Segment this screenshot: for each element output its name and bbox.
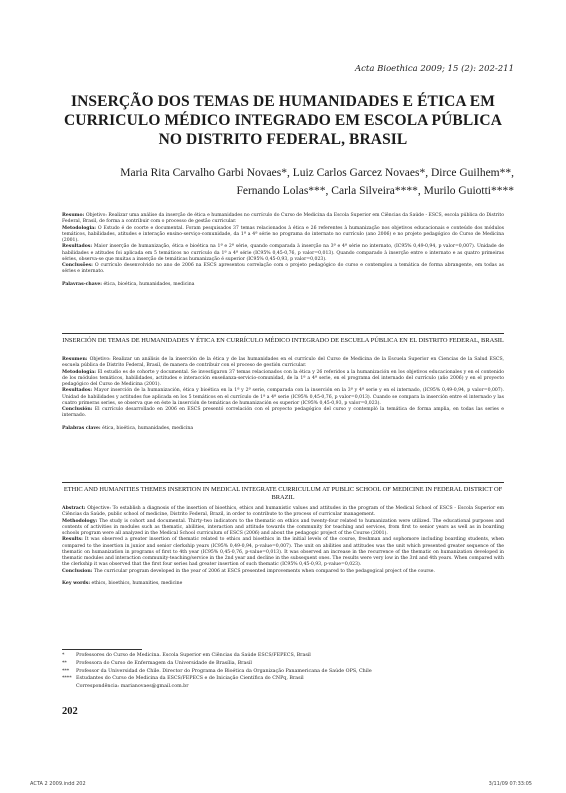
palabras-clave-text: ética, bioética, humanidades, medicina <box>102 425 194 431</box>
english-title: ETHIC AND HUMANITIES THEMES INSERTION IN MEDICAL INTEGRATE CURRICULUM AT PUBLIC SCHOOL OF MEDICINE IN FEDERAL DISTRICT OF BRAZIL <box>63 486 503 502</box>
palabras-clave-label: Palabras clave: <box>62 425 101 431</box>
footnote-mark: ** <box>62 660 67 666</box>
resumo-label: Resumo: <box>62 213 85 218</box>
footnote-text: Professores do Curso de Medicina. Escola Superior em Ciências da Saúde ESCS/FEPECS, Brasil <box>76 653 311 658</box>
footnote-mark: **** <box>62 676 72 682</box>
abstract-english <box>62 506 504 587</box>
conclusion-es-label: Conclusión: <box>62 407 93 413</box>
resultados-es-text: Mayor inserción de la humanización, ética y bioética en la 1ª y 2ª serie, comparada con la inserción en la 3ª y 4ª serie y en el internado, (IC95% 0,49-0,94, p valor=0,007). Unidad de habilidades y actitudes fue aplicada en los 5 temáticos en el currículo de 1ª a 4ª serie (IC95% 0,45-0,76, p valor=0,013). Cuando se compara la inserción entre el internado y las cuatro primeras series, se observa que en éste la inserción de temáticas de humanización es superior (IC95% 0,45-0,93, p valor=0,023). <box>62 388 504 406</box>
section-divider <box>62 482 504 483</box>
printer-timestamp: 3/11/09 07:33:05 <box>488 781 532 787</box>
footnote-item <box>62 668 504 676</box>
footnote-mark: * <box>62 653 65 658</box>
resultados-label: Resultados: <box>62 244 93 250</box>
conclusao-label: Conclusões: <box>62 263 93 269</box>
abstract-label: Abstract: <box>62 506 86 511</box>
abstract-portuguese <box>62 213 504 288</box>
metodologia-es-text: El estudio es de cohorte y documental. Se investigaron 37 temas relacionados con la ética y 26 referidos a la humanización en los objetivos educacionales y en el contenido de los módulos temáticos, habilidades, actitudes e interacción enseñanza-servicio-comunidad, de la 1ª a 4ª serie, en el programa del internado del currículo (año 2006) y en el proyecto pedagógico del Curso de Medicina (2001). <box>62 369 504 387</box>
metodologia-label: Metodologia: <box>62 225 96 231</box>
abstract-text: Objective: To establish a diagnosis of the insertion of bioethics, ethics and humanistic values and attitudes in the program of the Medical School of ESCS - Escola Superior em Ciências da Saúde, public school of medicine, Distrito Federal, Brazil, in order to contribute to the process of curricular management. <box>62 506 504 518</box>
footnote-text: Professora do Curso de Enfermagem da Universidade de Brasília, Brasil <box>76 660 252 666</box>
palavras-chave-text: ética, bioética, humanidades, medicina <box>103 281 195 287</box>
resumo-text: Objetivo: Realizar uma análise da inserção de ética e humanidades no currículo do Curso de Medicina da Escola Superior em Ciências da Saúde - ESCS, escola pública do Distrito Federal, Brasil, de forma a contribuir com o processo de gestão curricular. <box>62 213 505 225</box>
resultados-text: Maior inserção de humanização, ética e bioética na 1ª e 2ª série, quando comparada à inserção na 3ª e 4ª série no internato, (IC95% 0,49-0,94, p valor=0,007). Unidade de habilidades e atitudes foi aplicada em 5 temáticos no currículo da 1ª a 4ª série (IC95% 0,45-0,76, p valor=0,013). Quando comparado à inserção entre o internato e as quatro primeiras séries, observa-se que muitas a inserção de temáticas humanização é superior (IC95% 0,45-0,93, p valor=0,023). <box>62 244 504 262</box>
author-line-2: Fernando Lolas***, Carla Silveira****, Murilo Guiotti**** <box>236 185 514 197</box>
footnote-text: Professor da Universidad de Chile. Director do Programa de Bioética da Organização Panamericana de Saúde OPS, Chile <box>76 668 372 674</box>
footnote-divider <box>62 649 142 650</box>
footnote-mark: *** <box>62 668 70 674</box>
printer-file-mark: ACTA 2 2009.indd 202 <box>30 781 86 787</box>
section-divider <box>62 333 504 334</box>
methodology-text: The study is cohort and documental. Thirty-two indicators to the thematic on ethics and twenty-four related to humanization were utilized. The educational purposes and contents of activities in modules such as thematic, abilities, interaction and attitude towards the community for teaching and services, from first to senior years as well as in boarding schools program were all analyzed in the Medical School curriculum of ESCS (2006) and about the pedagogic project of the Course (2001). <box>62 518 504 536</box>
resumen-label: Resumen: <box>62 357 88 362</box>
article-title: INSERÇÃO DOS TEMAS DE HUMANIDADES E ÉTICA EM CURRICULO MÉDICO INTEGRADO EM ESCOLA PÚBLICA NO DISTRITO FEDERAL, BRASIL <box>63 93 502 148</box>
spanish-title: INSERCIÓN DE TEMAS DE HUMANIDADES Y ÉTICA EN CURRÍCULO MÉDICO INTEGRADO DE ESCUELA PÚBLICA EN EL DISTRITO FEDERAL, BRASIL <box>62 337 504 344</box>
palavras-chave-label: Palavras-chave: <box>62 281 102 287</box>
footnote-mark <box>62 683 76 691</box>
page-number: 202 <box>62 706 78 717</box>
conclusion-text: The curricular program developed in the year of 2006 at ESCS presented improvements when compared to the pedagogical project of the course. <box>93 568 435 574</box>
conclusion-es-text: El currículo desarrollado en 2006 en ESCS presentó correlación con el proyecto pedagógico del curso y contempló la temática de forma amplia, en todas las series e internado. <box>62 407 504 419</box>
footnote-text: Estudantes do Curso de Medicina da ESCS/FEPECS e de Iniciação Científica do CNPq, Brasil <box>76 676 304 682</box>
resultados-es-label: Resultados: <box>62 388 93 394</box>
footnotes <box>62 652 504 691</box>
methodology-label: Methodology: <box>62 518 98 524</box>
keywords-label: Key words: <box>62 580 91 586</box>
footnote-item <box>62 675 504 683</box>
author-line-1: Maria Rita Carvalho Garbi Novaes*, Luiz Carlos Garcez Novaes*, Dirce Guilhem**, <box>120 167 514 179</box>
correspondence <box>62 683 504 691</box>
conclusao-text: O currículo desenvolvido no ano de 2006 na ESCS apresentou correlação com o projeto pedagógico do curso e contemplou a temática de forma abrangente, em todas as séries e internato. <box>62 263 504 275</box>
correspondence-text: Correspondência: marianovaes@gmail.com.br <box>76 684 189 690</box>
journal-reference: Acta Bioethica 2009; 15 (2): 202-211 <box>355 64 514 74</box>
metodologia-es-label: Metodología: <box>62 369 96 375</box>
metodologia-text: O Estudo é de coorte e documental. Foram pesquisados 37 temas relacionados à ética e 26 referentes à humanização nos objetivos educacionais e conteúdo dos módulos temáticos, habilidades, atitudes e interação ensino-serviço-comunidade, da 1ª a 4ª série no programa do internato no currículo (ano 2006) e no projeto pedagógico do Curso de Medicina (2001). <box>62 225 504 243</box>
footnote-item <box>62 660 504 668</box>
results-text: It was observed a greater insertion of thematic related to ethics and bioethics in the initial levels of the course, freshman and sophomore including boarding students, when compared to the insertion in junior and senior clerkship years (IC95% 0,49-0,94, p-value=0,007). The unit on abilities and attitudes was the unit which presented greater sequence of the thematic on humanization in programs of first to 4th year (IC95% 0,45-0,76, p-value=0,013). It was observed an increase in the recurrence of the thematic on humanization developed in thematic modules and interaction community-teaching/service in the 2nd year and decline in the subsequent ones. The results were very low in the 3rd and 4th years. When compared with the clerkship it was observed that the first four series had greater insertion of such thematic (IC95% 0,45-0,93, p-value=0,023). <box>62 537 504 568</box>
resumen-text: Objetivo: Realizar un análisis de la inserción de la ética y de las humanidades en el currículo del Curso de Medicina de la Escuela Superior en Ciencias de la Salud ESCS, escuela pública de Distrito Federal, Brasil, de manera de contribuir con el proceso de gestión curricular. <box>62 357 504 369</box>
results-label: Results: <box>62 537 83 543</box>
author-list <box>94 164 514 200</box>
footnote-item <box>62 652 504 660</box>
conclusion-label: Conclusion: <box>62 568 93 574</box>
abstract-spanish <box>62 357 504 432</box>
keywords-text: ethics, bioethics, humanities, medicine <box>91 580 183 586</box>
